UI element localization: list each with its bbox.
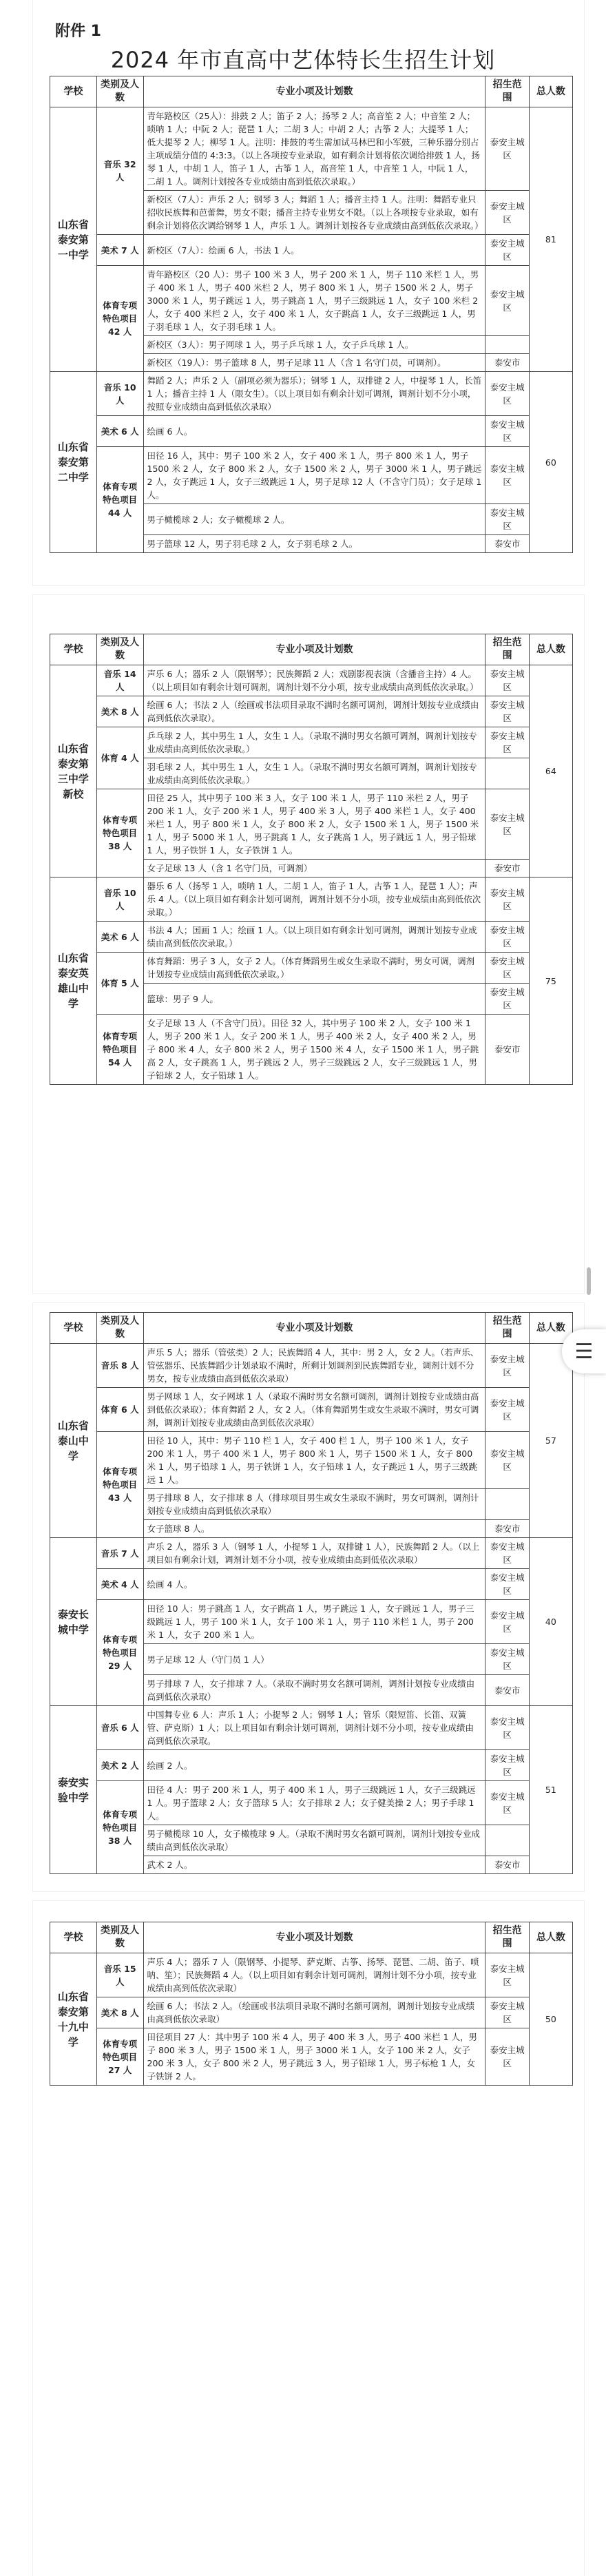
plan-table bbox=[50, 634, 573, 1085]
content-cell: 男子篮球 12 人，男子羽毛球 2 人，女子羽毛球 2 人。 bbox=[143, 535, 485, 553]
total-cell: 75 bbox=[529, 877, 572, 1085]
table-row bbox=[50, 789, 573, 860]
range-cell: 泰安主城区 bbox=[485, 984, 529, 1015]
content-cell: 体育舞蹈：男子 3 人，女子 2 人。（体育舞蹈男生或女生录取不满时，男女可调，调剂计划按专业成绩由高到低依次录取。） bbox=[143, 953, 485, 984]
header-row bbox=[50, 1313, 573, 1344]
category-cell: 音乐 14 人 bbox=[96, 665, 143, 696]
content-cell: 武术 2 人。 bbox=[143, 1856, 485, 1874]
content-cell: 田径 10 人：男子跳高 1 人，女子跳高 1 人，男子跳远 1 人，女子跳远 1 人，男子三级跳远 1 人，男子 100 米 1 人，女子 100 米 1 人，男子 110 米栏 1 人，男子 200 米 1 人，女子 200 米 1 人。 bbox=[143, 1600, 485, 1644]
total-cell: 57 bbox=[529, 1344, 572, 1538]
category-cell: 体育专项特色项目 38 人 bbox=[96, 1781, 143, 1874]
column-header-content: 专业小项及计划数 bbox=[143, 76, 485, 107]
column-header-school: 学校 bbox=[50, 634, 97, 665]
table-row bbox=[50, 266, 573, 336]
content-cell: 绘画 6 人；书法 2 人（绘画或书法项目录取不满时名额可调剂，调剂计划按专业成绩由高到低依次录取）。 bbox=[143, 696, 485, 727]
category-cell: 体育专项特色项目 27 人 bbox=[96, 2028, 143, 2086]
school-name: 山东省泰安第一中学 bbox=[50, 107, 97, 372]
column-header-range: 招生范围 bbox=[485, 76, 529, 107]
range-cell: 泰安主城区 bbox=[485, 1750, 529, 1781]
range-cell: 泰安主城区 bbox=[485, 789, 529, 860]
table-row bbox=[50, 1388, 573, 1432]
range-cell: 泰安主城区 bbox=[485, 1538, 529, 1569]
content-cell: 青年路校区（20 人）：男子 100 米 3 人，男子 200 米 1 人，男子 110 米栏 1 人，男子 400 米 1 人，男子 400 米栏 2 人，男子 800 米 1 人，男子 1500 米 2 人，男子 3000 米 1 人，男子跳远 1 人，男子跳高 1 人，男子三级跳远 1 人，女子 100 米栏 2 人，女子 400 米栏 2 人，女子 400 米 1 人，女子跳高 1 人，女子三级跳远 1 人，男子羽毛球 1 人，女子羽毛球 1 人。 bbox=[143, 266, 485, 336]
column-header-range: 招生范围 bbox=[485, 634, 529, 665]
table-row bbox=[50, 372, 573, 416]
content-cell: 羽毛球 2 人，其中男生 1 人，女生 1 人。（录取不满时男女名额可调剂，调剂计划按专业成绩由高到低依次录取。） bbox=[143, 758, 485, 789]
table-row bbox=[50, 877, 573, 922]
table-row bbox=[50, 447, 573, 504]
category-cell: 体育专项特色项目 29 人 bbox=[96, 1600, 143, 1706]
content-cell: 女子足球 13 人（含 1 名守门员，可调剂） bbox=[143, 860, 485, 877]
content-cell: 男子橄榄球 10 人，女子橄榄球 9 人。（录取不满时男女名额可调剂，调剂计划按专业成绩由高到低依次录取） bbox=[143, 1825, 485, 1856]
content-cell: 田径 16 人，其中：男子 100 米 2 人，女子 400 米 1 人，男子 800 米 1 人，男子 1500 米 2 人，女子 800 米 2 人，女子 1500 米 2 人，男子 3000 米 1 人，男子跳远 2 人，女子跳远 1 人，女子三级跳远 1 人，男子足球 12 人（不含守门员）；女子足球 1 人。 bbox=[143, 447, 485, 504]
table-row bbox=[50, 1781, 573, 1825]
table-row bbox=[50, 1953, 573, 1997]
column-header-content: 专业小项及计划数 bbox=[143, 634, 485, 665]
category-cell: 音乐 6 人 bbox=[96, 1706, 143, 1750]
range-cell: 泰安市 bbox=[485, 1520, 529, 1538]
column-header-total: 总人数 bbox=[529, 76, 572, 107]
category-cell: 美术 6 人 bbox=[96, 416, 143, 447]
range-cell bbox=[485, 758, 529, 789]
table-row bbox=[50, 953, 573, 984]
table-row bbox=[50, 1706, 573, 1750]
range-cell: 泰安主城区 bbox=[485, 1953, 529, 1997]
range-cell: 泰安主城区 bbox=[485, 447, 529, 504]
range-cell: 泰安主城区 bbox=[485, 727, 529, 758]
content-cell: 绘画 6 人。 bbox=[143, 416, 485, 447]
range-cell: 泰安主城区 bbox=[485, 1781, 529, 1825]
total-cell: 40 bbox=[529, 1538, 572, 1706]
range-cell: 泰安市 bbox=[485, 1015, 529, 1085]
content-cell: 男子排球 8 人，女子排球 8 人（排球项目男生或女生录取不满时，男女可调剂，调剂计划按专业成绩由高到低依次录取） bbox=[143, 1489, 485, 1520]
category-cell: 体育专项特色项目 42 人 bbox=[96, 266, 143, 372]
header-row bbox=[50, 76, 573, 107]
table-row bbox=[50, 922, 573, 953]
plan-table bbox=[50, 1922, 573, 2086]
content-cell: 乒乓球 2 人，其中男生 1 人，女生 1 人。（录取不满时男女名额可调剂，调剂计划按专业成绩由高到低依次录取。） bbox=[143, 727, 485, 758]
total-cell: 51 bbox=[529, 1706, 572, 1874]
total-cell: 60 bbox=[529, 372, 572, 553]
content-cell: 声乐 6 人；器乐 2 人（限钢琴）；民族舞蹈 2 人；戏剧影视表演（含播音主持）4 人。（以上项目如有剩余计划可调剂，调剂计划不分小项，按专业成绩由高到低依次录取。） bbox=[143, 665, 485, 696]
table-row bbox=[50, 665, 573, 696]
content-cell: 田径 4 人：男子 200 米 1 人，男子 400 米 1 人，男子三级跳远 1 人，女子三级跳远 1 人。男子篮球 2 人；女子篮球 5 人；女子排球 2 人；女子健美操 2 人；男子手球 1 人。 bbox=[143, 1781, 485, 1825]
content-cell: 中国舞专业 6 人：声乐 1 人；小提琴 2 人；钢琴 1 人；管乐（限短笛、长笛、双簧管、萨克斯）1 人；以上项目如有剩余计划可调剂，调剂计划不分小项，按专业成绩由高到低依次录取。 bbox=[143, 1706, 485, 1750]
column-header-range: 招生范围 bbox=[485, 1313, 529, 1344]
table-row bbox=[50, 2028, 573, 2086]
content-cell: 书法 4 人；国画 1 人；绘画 1 人。（以上项目如有剩余计划可调剂，调剂计划按专业成绩由高到低依次录取。） bbox=[143, 922, 485, 953]
content-cell: 舞蹈 2 人；声乐 2 人（副项必须为器乐）；钢琴 1 人，双排键 2 人，中提琴 1 人，长笛 1 人；播音主持 1 人（限女生）。（以上项目如有剩余计划可调剂，调剂计划不分小项，按照专业成绩由高到低依次录取） bbox=[143, 372, 485, 416]
range-cell: 泰安主城区 bbox=[485, 1432, 529, 1489]
range-cell: 泰安主城区 bbox=[485, 922, 529, 953]
scrollbar-thumb[interactable] bbox=[587, 1267, 591, 1295]
header-row bbox=[50, 1922, 573, 1953]
column-header-content: 专业小项及计划数 bbox=[143, 1313, 485, 1344]
range-cell: 泰安主城区 bbox=[485, 2028, 529, 2086]
category-cell: 音乐 8 人 bbox=[96, 1344, 143, 1388]
attachment-label: 附件 1 bbox=[55, 23, 101, 40]
range-cell: 泰安市 bbox=[485, 860, 529, 877]
content-cell: 男子足球 12 人（守门员 1 人） bbox=[143, 1644, 485, 1675]
content-cell: 绘画 2 人。 bbox=[143, 1750, 485, 1781]
school-name: 泰安实验中学 bbox=[50, 1706, 97, 1874]
column-header-content: 专业小项及计划数 bbox=[143, 1922, 485, 1953]
column-header-school: 学校 bbox=[50, 1922, 97, 1953]
table-row bbox=[50, 1432, 573, 1489]
school-name: 山东省泰安第二中学 bbox=[50, 372, 97, 553]
total-cell: 64 bbox=[529, 665, 572, 877]
table-row bbox=[50, 1750, 573, 1781]
content-cell: 男子排球 7 人，女子排球 7 人。（录取不满时男女名额可调剂，调剂计划按专业成绩由高到低依次录取） bbox=[143, 1675, 485, 1706]
table-row bbox=[50, 1569, 573, 1600]
school-name: 山东省泰安英雄山中学 bbox=[50, 877, 97, 1085]
school-name: 山东省泰山中学 bbox=[50, 1344, 97, 1538]
content-cell: 新校区（3人）：男子网球 1 人，男子乒乓球 1 人，女子乒乓球 1 人。 bbox=[143, 336, 485, 354]
content-cell: 新校区（19人）：男子篮球 8 人，男子足球 11 人（含 1 名守门员，可调剂）。 bbox=[143, 354, 485, 372]
content-cell: 新校区（7人）：声乐 2 人；钢琴 3 人；舞蹈 1 人；播音主持 1 人。注明：舞蹈专业只招收民族舞和芭蕾舞，男女不限；播音主持专业男女不限。（以上各项按专业录取，如有剩余计划将依次调给钢琴 1 人，声乐 1 人。调剂计划按各专业成绩由高到低依次录取。） bbox=[143, 191, 485, 235]
range-cell: 泰安主城区 bbox=[485, 1644, 529, 1675]
category-cell: 音乐 32 人 bbox=[96, 107, 143, 235]
category-cell: 体育专项特色项目 38 人 bbox=[96, 789, 143, 877]
table-row bbox=[50, 1538, 573, 1569]
range-cell bbox=[485, 1489, 529, 1520]
content-cell: 田径 25 人，其中男子 100 米 3 人，女子 100 米 1 人，男子 110 米栏 2 人，男子 200 米 1 人，女子 200 米 1 人，男子 400 米 3 人，男子 400 米栏 1 人，女子 400 米栏 1 人，男子 800 米 1 人，女子 800 米 2 人，女子 1500 米 1 人，男子 1500 米 1 人，男子 5000 米 1 人，男子跳高 1 人，女子跳高 1 人，男子跳远 1 人，男子铅球 1 人，男子铁饼 1 人，女子铁饼 1 人。 bbox=[143, 789, 485, 860]
range-cell: 泰安主城区 bbox=[485, 1569, 529, 1600]
category-cell: 音乐 15 人 bbox=[96, 1953, 143, 1997]
range-cell: 泰安主城区 bbox=[485, 416, 529, 447]
total-cell: 50 bbox=[529, 1953, 572, 2086]
school-name: 泰安长城中学 bbox=[50, 1538, 97, 1706]
range-cell: 泰安市 bbox=[485, 1675, 529, 1706]
category-cell: 体育 4 人 bbox=[96, 727, 143, 789]
content-cell: 男子网球 1 人，女子网球 1 人（录取不满时男女名额可调剂，调剂计划按专业成绩由高到低依次录取）；体育舞蹈 2 人，女 2 人。（体育舞蹈男生或女生录取不满时，男女可调剂，调剂计划按专业成绩由高到低依次录取） bbox=[143, 1388, 485, 1432]
content-cell: 绘画 6 人；书法 2 人。（绘画或书法项目录取不满时名额可调剂，调剂计划按专业成绩由高到低依次录取） bbox=[143, 1997, 485, 2028]
table-row bbox=[50, 235, 573, 266]
column-header-school: 学校 bbox=[50, 76, 97, 107]
table-row bbox=[50, 1344, 573, 1388]
table-row bbox=[50, 1997, 573, 2028]
range-cell: 泰安主城区 bbox=[485, 665, 529, 696]
range-cell: 泰安主城区 bbox=[485, 107, 529, 191]
plan-table bbox=[50, 76, 573, 553]
column-header-category: 类别及人数 bbox=[96, 634, 143, 665]
range-cell: 泰安主城区 bbox=[485, 191, 529, 235]
total-cell: 81 bbox=[529, 107, 572, 372]
table-row bbox=[50, 1015, 573, 1085]
content-cell: 田径 10 人，其中：男子 110 栏 1 人，女子 400 栏 1 人，男子 100 米 1 人，女子 200 米 1 人，男子 400 米 1 人，男子 800 米 1 人，男子 1500 米 1 人，女子 800 米 1 人，男子铅球 1 人，男子铁饼 1 人，女子铅球 1 人，女子跳远 1 人，男子三级跳远 1 人。 bbox=[143, 1432, 485, 1489]
page-title: 2024 年市直高中艺体特长生招生计划 bbox=[110, 47, 496, 73]
column-header-range: 招生范围 bbox=[485, 1922, 529, 1953]
school-name: 山东省泰安第十九中学 bbox=[50, 1953, 97, 2086]
range-cell: 泰安市 bbox=[485, 535, 529, 553]
column-header-category: 类别及人数 bbox=[96, 1313, 143, 1344]
header-row bbox=[50, 634, 573, 665]
range-cell: 泰安主城区 bbox=[485, 1706, 529, 1750]
category-cell: 体育专项特色项目 54 人 bbox=[96, 1015, 143, 1085]
content-cell: 青年路校区（25人）：排鼓 2 人；笛子 2 人；扬琴 2 人；高音笙 2 人；中音笙 2 人；唢呐 1 人；中阮 2 人；琵琶 1 人；二胡 3 人；中胡 2 人；古筝 2 人；大提琴 1 人；低大提琴 2 人；柳琴 1 人。注明：排鼓的考生需加试马林巴和小军鼓，三种乐器分别占主项成绩分值的 4:3:3。（以上各项按专业录取，如有剩余计划将依次调给排鼓 1 人，扬琴 1 人，中胡 1 人，笛子 1 人，古筝 1 人，高音笙 1 人，中音笙 1 人，中阮 1 人，二胡 1 人。调剂计划按各专业成绩由高到低依次录取。） bbox=[143, 107, 485, 191]
category-cell: 美术 6 人 bbox=[96, 922, 143, 953]
content-cell: 男子橄榄球 2 人；女子橄榄球 2 人。 bbox=[143, 504, 485, 535]
category-cell: 体育 5 人 bbox=[96, 953, 143, 1015]
table-row bbox=[50, 1600, 573, 1644]
hamburger-menu-icon[interactable]: ☰ bbox=[562, 1329, 606, 1373]
column-header-total: 总人数 bbox=[529, 1922, 572, 1953]
content-cell: 绘画 4 人。 bbox=[143, 1569, 485, 1600]
plan-table bbox=[50, 1312, 573, 1874]
category-cell: 音乐 10 人 bbox=[96, 372, 143, 416]
content-cell: 新校区（7人）：绘画 6 人，书法 1 人。 bbox=[143, 235, 485, 266]
table-row bbox=[50, 696, 573, 727]
category-cell: 体育专项特色项目 43 人 bbox=[96, 1432, 143, 1538]
range-cell: 泰安主城区 bbox=[485, 235, 529, 266]
category-cell: 美术 4 人 bbox=[96, 1569, 143, 1600]
school-name: 山东省泰安第三中学新校 bbox=[50, 665, 97, 877]
content-cell: 器乐 6 人（扬琴 1 人，唢呐 1 人，二胡 1 人，笛子 1 人，古筝 1 人，琵琶 1 人）；声乐 4 人。（以上项目如有剩余计划可调剂，调剂计划不分小项，按专业成绩由高到低依次录取。） bbox=[143, 877, 485, 922]
range-cell: 泰安主城区 bbox=[485, 266, 529, 336]
range-cell: 泰安市 bbox=[485, 1856, 529, 1874]
column-header-category: 类别及人数 bbox=[96, 76, 143, 107]
range-cell: 泰安主城区 bbox=[485, 1388, 529, 1432]
range-cell: 泰安主城区 bbox=[485, 1600, 529, 1644]
column-header-category: 类别及人数 bbox=[96, 1922, 143, 1953]
table-row bbox=[50, 416, 573, 447]
range-cell: 泰安主城区 bbox=[485, 504, 529, 535]
category-cell: 美术 8 人 bbox=[96, 1997, 143, 2028]
content-cell: 女子篮球 8 人。 bbox=[143, 1520, 485, 1538]
column-header-total: 总人数 bbox=[529, 1313, 572, 1344]
content-cell: 篮球：男子 9 人。 bbox=[143, 984, 485, 1015]
content-cell: 声乐 2 人，器乐 3 人（钢琴 1 人，小提琴 1 人，双排键 1 人），民族舞蹈 2 人。（以上项目如有剩余计划，调剂计划不分小项，按专业成绩由高到低依次录取） bbox=[143, 1538, 485, 1569]
column-header-school: 学校 bbox=[50, 1313, 97, 1344]
range-cell: 泰安市 bbox=[485, 354, 529, 372]
table-row bbox=[50, 727, 573, 758]
content-cell: 田径项目 27 人：其中男子 100 米 4 人，男子 400 米 3 人，男子 400 米栏 1 人，男子 800 米 3 人，男子 1500 米 1 人，男子 3000 米 1 人，女子 100 米 2 人，女子 200 米 3 人，女子 800 米 2 人，男子跳远 3 人，男子铅球 1 人，男子标枪 1 人，女子铁饼 2 人。 bbox=[143, 2028, 485, 2086]
category-cell: 美术 7 人 bbox=[96, 235, 143, 266]
range-cell: 泰安主城区 bbox=[485, 877, 529, 922]
category-cell: 音乐 7 人 bbox=[96, 1538, 143, 1569]
column-header-total: 总人数 bbox=[529, 634, 572, 665]
content-cell: 声乐 5 人；器乐（管弦类）2 人；民族舞蹈 4 人，其中：男 2 人，女 2 人。（若声乐、管弦器乐、民族舞蹈少计划录取不满时，所剩计划调剂到民族舞蹈专业，调剂计划不分男女，按专业成绩由高到低依次录取） bbox=[143, 1344, 485, 1388]
range-cell bbox=[485, 336, 529, 354]
table-row bbox=[50, 107, 573, 191]
range-cell: 泰安主城区 bbox=[485, 372, 529, 416]
range-cell bbox=[485, 1825, 529, 1856]
range-cell: 泰安主城区 bbox=[485, 696, 529, 727]
category-cell: 美术 2 人 bbox=[96, 1750, 143, 1781]
content-cell: 声乐 4 人；器乐 7 人（限钢琴、小提琴、萨克斯、古筝、扬琴、琵琶、二胡、笛子、唢呐、笙）；民族舞蹈 4 人。（以上项目如有剩余计划可调剂，调剂计划不分小项，按专业成绩由高到低依次录取） bbox=[143, 1953, 485, 1997]
category-cell: 体育专项特色项目 44 人 bbox=[96, 447, 143, 553]
content-cell: 女子足球 13 人（不含守门员）。田径 32 人，其中男子 100 米 2 人，女子 100 米 1 人，男子 200 米 1 人，女子 200 米 1 人，男子 400 米 2 人，女子 400 米 2 人，男子 800 米 4 人，女子 800 米 2 人，男子 1500 米 4 人，女子 1500 米 1 人，男子跳高 2 人，女子跳高 1 人，男子跳远 2 人，男子三级跳远 2 人，女子三级跳远 1 人，男子铅球 2 人，女子铅球 1 人。 bbox=[143, 1015, 485, 1085]
range-cell: 泰安主城区 bbox=[485, 1997, 529, 2028]
range-cell: 泰安主城区 bbox=[485, 1344, 529, 1388]
category-cell: 音乐 10 人 bbox=[96, 877, 143, 922]
category-cell: 美术 8 人 bbox=[96, 696, 143, 727]
range-cell: 泰安主城区 bbox=[485, 953, 529, 984]
category-cell: 体育 6 人 bbox=[96, 1388, 143, 1432]
